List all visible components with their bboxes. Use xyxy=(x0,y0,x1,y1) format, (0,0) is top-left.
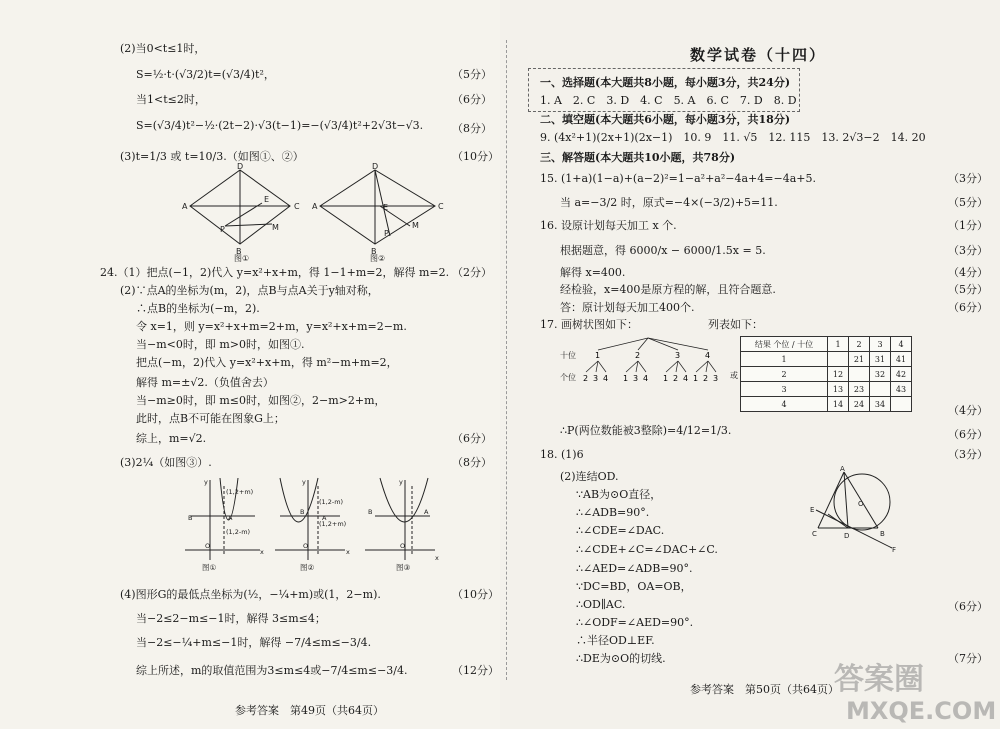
right-line: ∵AB为⊙O直径， xyxy=(576,488,662,501)
svg-text:O: O xyxy=(303,542,309,550)
svg-text:x: x xyxy=(346,548,350,556)
tree-ones-label: 个位 xyxy=(560,373,576,382)
left-line: (3)2¼（如图③）. xyxy=(120,456,212,469)
table-cell: 14 xyxy=(828,397,849,412)
right-line: (2)连结OD. xyxy=(560,470,619,483)
tree-root-node: 3 xyxy=(675,351,681,360)
score-mark: （4分） xyxy=(948,404,988,417)
right-line: ∴半径OD⊥EF. xyxy=(576,634,655,647)
row-header: 2 xyxy=(741,367,828,382)
right-line: 15. (1+a)(1−a)+(a−2)²=1−a²+a²−4a+4=−4a+5. xyxy=(540,172,816,185)
svg-text:E: E xyxy=(383,203,389,212)
svg-text:(1,2-m): (1,2-m) xyxy=(226,528,251,536)
left-line: 24.（1）把点(−1，2)代入 y=x²+x+m，得 1−1+m=2，解得 m=2. xyxy=(100,266,450,279)
svg-text:A: A xyxy=(424,508,429,516)
table-cell xyxy=(870,382,891,397)
table-cell: 42 xyxy=(891,367,912,382)
svg-text:C: C xyxy=(438,202,444,211)
tree-leaf-node: 2 xyxy=(703,374,709,383)
table-cell: 31 xyxy=(870,352,891,367)
left-line: 把点(−m，2)代入 y=x²+x+m，得 m²−m+m=2， xyxy=(136,356,398,369)
svg-text:M: M xyxy=(272,223,279,232)
score-mark: （1分） xyxy=(948,219,988,232)
svg-text:(1,2+m): (1,2+m) xyxy=(319,520,347,528)
svg-text:D: D xyxy=(372,162,379,171)
watermark-bottom: MXQE.COM xyxy=(846,697,997,725)
right-line: ∴∠ODF=∠AED=90°. xyxy=(576,616,694,629)
score-mark: （5分） xyxy=(452,68,492,81)
score-mark: （4分） xyxy=(948,266,988,279)
col-header: 1 xyxy=(828,337,849,352)
graph1-label: 图① xyxy=(202,563,217,572)
left-line: S=½·t·(√3/2)t=(√3/4)t²， xyxy=(136,68,275,81)
left-line: 此时，点B不可能在图象G上； xyxy=(136,412,285,425)
svg-text:y: y xyxy=(302,478,306,486)
table-cell: 34 xyxy=(870,397,891,412)
tree-leaf-node: 1 xyxy=(693,374,699,383)
right-line: 17. 画树状图如下： xyxy=(540,318,638,331)
tree-leaf-node: 1 xyxy=(663,374,669,383)
right-footer: 参考答案 第50页（共64页） xyxy=(690,683,839,696)
score-mark: （6分） xyxy=(452,432,492,445)
svg-text:A: A xyxy=(182,202,188,211)
table-cell: 24 xyxy=(849,397,870,412)
col-header: 3 xyxy=(870,337,891,352)
score-mark: （7分） xyxy=(948,652,988,665)
right-line: 解得 x=400. xyxy=(560,266,626,279)
right-line: ∵DC=BD，OA=OB， xyxy=(576,580,692,593)
right-line: 经检验，x=400是原方程的解，且符合题意. xyxy=(560,283,776,296)
corner-bottom: 十位 xyxy=(797,339,814,349)
right-line: ∴∠CDE=∠DAC. xyxy=(576,524,665,537)
right-line: ∴P(两位数能被3整除)=4/12=1/3. xyxy=(560,424,732,437)
left-line: 当−2≤−¼+m≤−1时，解得 −7/4≤m≤−3/4. xyxy=(136,636,372,649)
table-cell: 41 xyxy=(891,352,912,367)
section1-heading: 一、选择题(本大题共8小题，每小题3分，共24分) xyxy=(540,76,791,89)
row-header: 3 xyxy=(741,382,828,397)
tree-leaf-node: 4 xyxy=(603,374,609,383)
svg-text:B: B xyxy=(880,530,885,538)
tree-leaf-node: 2 xyxy=(673,374,679,383)
left-footer: 参考答案 第49页（共64页） xyxy=(235,704,384,717)
right-line: 列表如下： xyxy=(708,318,763,331)
section3-heading: 三、解答题(本大题共10小题，共78分) xyxy=(540,151,736,164)
left-line: 综上，m=√2. xyxy=(136,432,207,445)
right-line: ∴∠AED=∠ADB=90°. xyxy=(576,562,693,575)
score-mark: （6分） xyxy=(948,428,988,441)
parabola-graphs xyxy=(180,476,440,572)
score-mark: （12分） xyxy=(452,664,499,677)
svg-text:E: E xyxy=(810,506,815,514)
watermark-top: 答案圈 xyxy=(834,662,924,697)
score-mark: （10分） xyxy=(452,150,499,163)
svg-text:A: A xyxy=(840,465,845,473)
svg-text:B: B xyxy=(371,247,377,256)
row-header: 1 xyxy=(741,352,828,367)
right-line: ∴DE为⊙O的切线. xyxy=(576,652,666,665)
right-line: ∴OD∥AC. xyxy=(576,598,626,611)
graph3-label: 图③ xyxy=(396,563,411,572)
col-header: 4 xyxy=(891,337,912,352)
left-line: S=(√3/4)t²−½·(2t−2)·√3(t−1)=−(√3/4)t²+2√3t−√3. xyxy=(136,119,424,132)
left-line: ∴点B的坐标为(−m，2). xyxy=(136,302,260,315)
left-line: 当−2≤2−m≤−1时，解得 3≤m≤4； xyxy=(136,612,326,625)
tree-leaf-node: 2 xyxy=(583,374,589,383)
section1-answers: 1. A 2. C 3. D 4. C 5. A 6. C 7. D 8. D xyxy=(540,94,797,107)
tree-root-node: 4 xyxy=(705,351,711,360)
fig1-label: 图① xyxy=(234,254,250,263)
svg-text:B: B xyxy=(300,508,305,516)
svg-text:D: D xyxy=(237,162,244,171)
left-line: 当1<t≤2时， xyxy=(136,93,206,106)
score-mark: （6分） xyxy=(948,301,988,314)
svg-text:C: C xyxy=(294,202,300,211)
right-line: 当 a=−3/2 时，原式=−4×(−3/2)+5=11. xyxy=(560,196,778,209)
score-mark: （8分） xyxy=(452,122,492,135)
left-line: (4)图形G的最低点坐标为(½，−¼+m)或(1，2−m). xyxy=(120,588,381,601)
left-line: (2)当0<t≤1时， xyxy=(120,42,206,55)
tree-root-node: 1 xyxy=(595,351,601,360)
svg-text:A: A xyxy=(228,514,233,522)
svg-text:y: y xyxy=(204,478,208,486)
table-cell: 21 xyxy=(849,352,870,367)
svg-text:F: F xyxy=(892,546,897,554)
tree-leaf-node: 4 xyxy=(643,374,649,383)
table-row xyxy=(741,367,912,382)
tree-or-label: 或 xyxy=(730,371,738,380)
tree-branch xyxy=(638,361,646,372)
score-mark: （6分） xyxy=(452,93,492,106)
svg-text:x: x xyxy=(260,548,264,556)
left-line: 当−m≥0时，即 m≤0时，如图②，2−m>2+m， xyxy=(136,394,386,407)
score-mark: （3分） xyxy=(948,172,988,185)
right-line: 18. (1)6 xyxy=(540,448,584,461)
score-mark: （2分） xyxy=(452,266,492,279)
row-header: 4 xyxy=(741,397,828,412)
tree-leaf-node: 4 xyxy=(683,374,689,383)
score-mark: （8分） xyxy=(452,456,492,469)
result-table xyxy=(740,336,912,412)
score-mark: （3分） xyxy=(948,244,988,257)
right-line: ∴∠CDE+∠C=∠DAC+∠C. xyxy=(576,543,718,556)
tree-tens-label: 十位 xyxy=(560,351,576,360)
page-gutter xyxy=(506,40,508,680)
svg-text:y: y xyxy=(399,478,403,486)
right-line: 根据题意，得 6000/x − 6000/1.5x = 5. xyxy=(560,244,766,257)
svg-text:D: D xyxy=(844,532,850,540)
svg-text:A: A xyxy=(322,514,327,522)
left-line: 解得 m=±√2.（负值舍去） xyxy=(136,376,274,389)
fig2-label: 图② xyxy=(370,254,386,263)
right-line: 16. 设原计划每天加工 x 个. xyxy=(540,219,677,232)
circle-figure xyxy=(810,466,900,554)
svg-text:B: B xyxy=(368,508,373,516)
table-cell: 13 xyxy=(828,382,849,397)
tree-diagram xyxy=(558,334,748,410)
score-mark: （5分） xyxy=(948,283,988,296)
table-cell: 32 xyxy=(870,367,891,382)
svg-text:M: M xyxy=(412,221,419,230)
svg-text:(1,2-m): (1,2-m) xyxy=(319,498,344,506)
tree-leaf-node: 3 xyxy=(633,374,639,383)
table-cell: 43 xyxy=(891,382,912,397)
tree-root-node: 2 xyxy=(635,351,641,360)
tree-branch xyxy=(708,361,716,372)
score-mark: （6分） xyxy=(948,600,988,613)
table-corner: 结果 个位 / 十位 xyxy=(741,337,828,352)
table-row xyxy=(741,382,912,397)
exam-title: 数学试卷（十四） xyxy=(690,46,827,64)
svg-text:A: A xyxy=(312,202,318,211)
corner-mid: 结果 xyxy=(754,339,771,349)
table-cell: 12 xyxy=(828,367,849,382)
tree-leaf-node: 3 xyxy=(593,374,599,383)
table-row xyxy=(741,397,912,412)
section2-answers: 9. (4x²+1)(2x+1)(2x−1) 10. 9 11. √5 12. 115 13. 2√3−2 14. 20 xyxy=(540,131,926,144)
svg-text:E: E xyxy=(264,195,270,204)
score-mark: （5分） xyxy=(948,196,988,209)
section2-heading: 二、填空题(本大题共6小题，每小题3分，共18分) xyxy=(540,113,791,126)
left-line: 令 x=1，则 y=x²+x+m=2+m，y=x²+x+m=2−m. xyxy=(136,320,407,333)
left-line: (3)t=1/3 或 t=10/3.（如图①、②） xyxy=(120,150,304,163)
graph2-label: 图② xyxy=(300,563,315,572)
left-line: 当−m<0时，即 m>0时，如图①. xyxy=(136,338,305,351)
svg-text:P: P xyxy=(220,225,225,234)
svg-text:(1,2+m): (1,2+m) xyxy=(226,488,254,496)
score-mark: （3分） xyxy=(948,448,988,461)
svg-text:O: O xyxy=(400,542,406,550)
corner-top: 个位 xyxy=(773,339,790,349)
score-mark: （10分） xyxy=(452,588,499,601)
svg-text:B: B xyxy=(188,514,193,522)
tree-leaf-node: 3 xyxy=(713,374,719,383)
table-cell: 23 xyxy=(849,382,870,397)
svg-text:O: O xyxy=(205,542,211,550)
tree-leaf-node: 1 xyxy=(623,374,629,383)
svg-text:P: P xyxy=(384,229,389,238)
table-cell xyxy=(891,397,912,412)
tree-branch xyxy=(598,361,606,372)
tree-branch xyxy=(678,361,686,372)
right-line: 答：原计划每天加工400个. xyxy=(560,301,695,314)
svg-text:B: B xyxy=(236,247,242,256)
svg-text:x: x xyxy=(435,554,439,562)
table-cell xyxy=(849,367,870,382)
table-row xyxy=(741,352,912,367)
table-cell xyxy=(828,352,849,367)
svg-text:O: O xyxy=(858,500,864,508)
rhombus-figures xyxy=(180,162,444,263)
left-line: (2)∵点A的坐标为(m，2)，点B与点A关于y轴对称， xyxy=(120,284,379,297)
right-line: ∴∠ADB=90°. xyxy=(576,506,650,519)
svg-text:C: C xyxy=(812,530,817,538)
col-header: 2 xyxy=(849,337,870,352)
left-line: 综上所述，m的取值范围为3≤m≤4或−7/4≤m≤−3/4. xyxy=(136,664,408,677)
